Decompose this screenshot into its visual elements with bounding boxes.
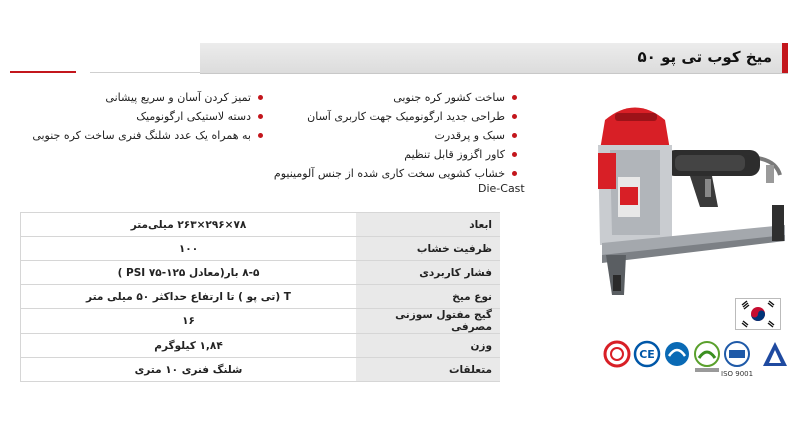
feature-item: کاور اگزوز قابل تنظیم [274, 145, 517, 164]
spec-label: گیج مفتول سوزنی مصرفی [356, 309, 500, 334]
iso-label: ISO 9001 [721, 370, 754, 378]
cert-icon [695, 342, 719, 372]
feature-item: سبک و پرقدرت [274, 126, 517, 145]
feature-item: طراحی جدید ارگونومیک جهت کاربری آسان [274, 107, 517, 126]
nail-gun-image [540, 95, 790, 295]
spec-label: نوع میخ [356, 285, 500, 309]
table-row [21, 309, 501, 334]
table-row [21, 213, 501, 237]
korea-flag-icon [735, 298, 781, 330]
spec-value: ۱۰۰ [21, 237, 357, 261]
feature-list-secondary [32, 88, 263, 145]
feature-list-primary [274, 88, 517, 183]
certification-logos [603, 336, 793, 378]
feature-item: به همراه یک عدد شلنگ فنری ساخت کره جنوبی [32, 126, 263, 145]
spec-label: وزن [356, 334, 500, 358]
spec-value: شلنگ فنری ۱۰ متری [21, 358, 357, 382]
spec-value: ۱۶ [21, 309, 357, 334]
title-accent [782, 43, 788, 73]
spec-value: ۸-۵ بار(معادل ۱۲۵-۷۵ PSI ) [21, 261, 357, 285]
spec-value: ۱,۸۴ کیلوگرم [21, 334, 357, 358]
spec-label: ظرفیت خشاب [356, 237, 500, 261]
spec-table [20, 212, 500, 382]
feature-item: خشاب کشویی سخت کاری شده از جنس آلومینیوم [274, 164, 517, 183]
table-row [21, 237, 501, 261]
feature-item: تمیز کردن آسان و سریع پیشانی [32, 88, 263, 107]
spec-label: ابعاد [356, 213, 500, 237]
table-row [21, 285, 501, 309]
spec-label: متعلقات [356, 358, 500, 382]
spec-label: فشار کاربردی [356, 261, 500, 285]
ce-mark-icon [635, 342, 659, 366]
cert-icon [665, 342, 689, 366]
spec-value: T (تی پو ) تا ارتفاع حداکثر ۵۰ میلی متر [21, 285, 357, 309]
title-bar [200, 43, 788, 74]
table-row [21, 334, 501, 358]
divider [90, 72, 200, 73]
table-row [21, 358, 501, 382]
table-row [21, 261, 501, 285]
feature-item: دسته لاستیکی ارگونومیک [32, 107, 263, 126]
page-title: میخ کوب تی پو ۵۰ [637, 48, 772, 66]
svg-text:CE: CE [639, 348, 655, 361]
cert-icon [605, 342, 629, 366]
accent-line [10, 71, 76, 73]
feature-item-continuation: Die-Cast [478, 182, 525, 195]
cert-icon [725, 342, 749, 366]
spec-value: ۷۸×۲۹۶×۲۶۳ میلی‌متر [21, 213, 357, 237]
feature-item: ساخت کشور کره جنوبی [274, 88, 517, 107]
warning-triangle-icon [763, 342, 787, 366]
